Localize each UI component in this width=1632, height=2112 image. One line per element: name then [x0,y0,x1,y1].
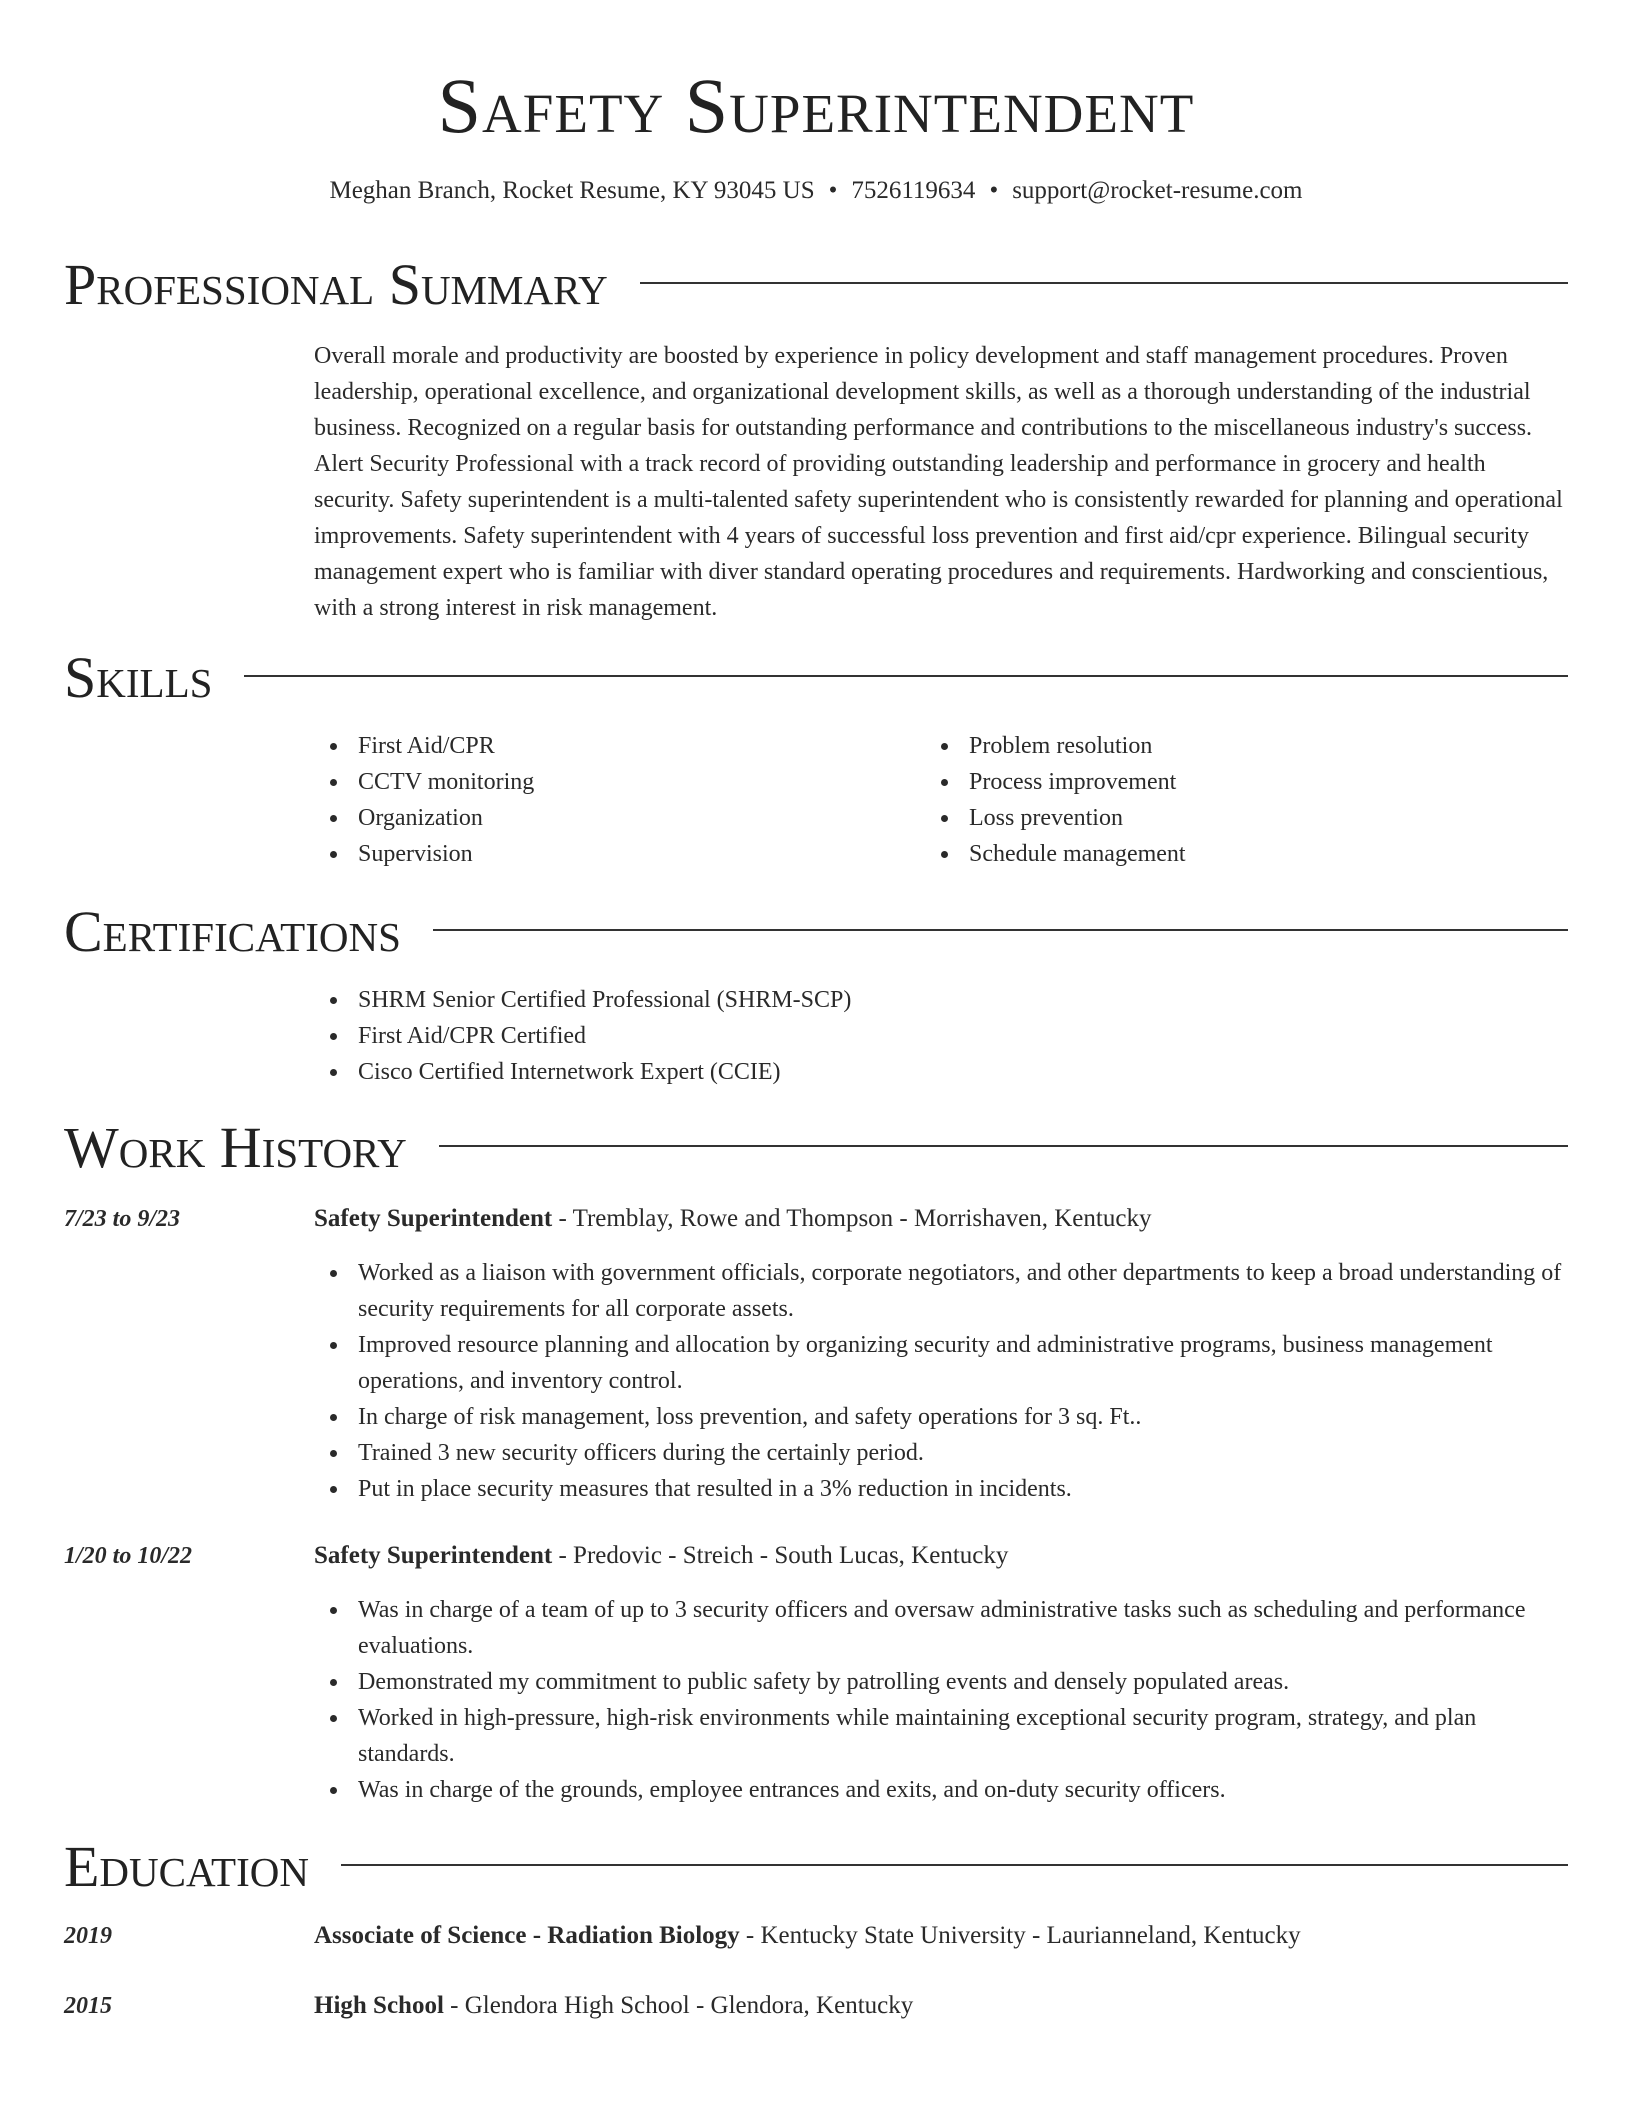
job-bullets [314,1592,1566,1808]
job-company: - Tremblay, Rowe and Thompson - Morrishaven, Kentucky [552,1205,1152,1232]
job-bullet: Improved resource planning and allocation by organizing security and administrative programs, business management operations, and inventory control. [314,1327,1566,1399]
skill-item: Process improvement [925,764,1525,800]
job-date: 7/23 to 9/23 [64,1206,181,1232]
job-title-line [314,1538,1008,1574]
education-date: 2015 [64,1993,112,2019]
contact-email[interactable]: support@rocket-resume.com [1012,177,1303,204]
section-heading-summary [64,250,1568,320]
job-bullet: Trained 3 new security officers during the certainly period. [314,1435,1566,1471]
section-divider [341,1864,1568,1866]
skills-column-right [925,728,1525,872]
skills-column-left [314,728,914,872]
section-title: Professional Summary [64,252,608,317]
skill-item: Loss prevention [925,800,1525,836]
contact-address: Meghan Branch, Rocket Resume, KY 93045 US [329,177,815,204]
section-heading-education [64,1832,1568,1902]
section-title: Work History [64,1115,407,1180]
job-company: - Predovic - Streich - South Lucas, Kentucky [552,1542,1009,1569]
section-divider [439,1145,1568,1147]
summary-text: Overall morale and productivity are boosted by experience in policy development and staff management procedures. Proven leadership, operational excellence, and organizational development skills, as well as a thorough understanding of the industrial business. Recognized on a regular basis for outstanding performance and contributions to the miscellaneous industry's success. Alert Security Professional with a track record of providing outstanding leadership and performance in grocery and health security. Safety superintendent is a multi-talented safety superintendent who is consistently rewarded for planning and operational improvements. Safety superintendent with 4 years of successful loss prevention and first aid/cpr experience. Bilingual security management expert who is familiar with diver standard operating procedures and requirements. Hardworking and conscientious, with a strong interest in risk management. [314,343,1563,621]
education-degree: Associate of Science - Radiation Biology [314,1922,740,1949]
education-date: 2019 [64,1923,112,1949]
section-heading-work-history [64,1113,1568,1183]
job-position: Safety Superintendent [314,1542,553,1569]
job-bullet: Worked as a liaison with government officials, corporate negotiators, and other departments to keep a broad understanding of security requirements for all corporate assets. [314,1255,1566,1327]
certification-item: First Aid/CPR Certified [314,1018,1566,1054]
section-divider [433,929,1568,931]
education-school: - Glendora High School - Glendora, Kentucky [443,1992,914,2019]
section-heading-skills [64,643,1568,713]
job-bullet: Put in place security measures that resulted in a 3% reduction in incidents. [314,1471,1566,1507]
skill-item: Problem resolution [925,728,1525,764]
section-divider [640,282,1568,284]
section-title: Certifications [64,899,401,964]
contact-separator: • [989,177,999,204]
education-line [314,1918,1301,1954]
job-title-line [314,1201,1151,1237]
contact-separator: • [828,177,838,204]
education-school: - Kentucky State University - Laurianneland, Kentucky [739,1922,1301,1949]
section-title: Skills [64,645,213,710]
certifications-list [314,982,1566,1090]
resume-title: Safety Superintendent [437,62,1195,149]
job-bullet: Was in charge of a team of up to 3 security officers and oversaw administrative tasks such as scheduling and performance evaluations. [314,1592,1566,1664]
job-bullet: Was in charge of the grounds, employee entrances and exits, and on-duty security officers. [314,1772,1566,1808]
skill-item: CCTV monitoring [314,764,914,800]
education-degree: High School [314,1992,444,2019]
section-title: Education [64,1834,309,1899]
job-position: Safety Superintendent [314,1205,553,1232]
certification-item: SHRM Senior Certified Professional (SHRM-SCP) [314,982,1566,1018]
education-line [314,1988,913,2024]
job-bullet: Demonstrated my commitment to public safety by patrolling events and densely populated areas. [314,1664,1566,1700]
certification-item: Cisco Certified Internetwork Expert (CCIE) [314,1054,1566,1090]
skill-item: Organization [314,800,914,836]
section-divider [244,675,1568,677]
contact-phone: 7526119634 [851,177,976,204]
contact-line [0,174,1632,208]
job-bullet: Worked in high-pressure, high-risk environments while maintaining exceptional security program, strategy, and plan standards. [314,1700,1566,1772]
skill-item: First Aid/CPR [314,728,914,764]
job-date: 1/20 to 10/22 [64,1543,193,1569]
job-bullets [314,1255,1566,1507]
skill-item: Supervision [314,836,914,872]
job-bullet: In charge of risk management, loss prevention, and safety operations for 3 sq. Ft.. [314,1399,1566,1435]
section-heading-certifications [64,897,1568,967]
skill-item: Schedule management [925,836,1525,872]
